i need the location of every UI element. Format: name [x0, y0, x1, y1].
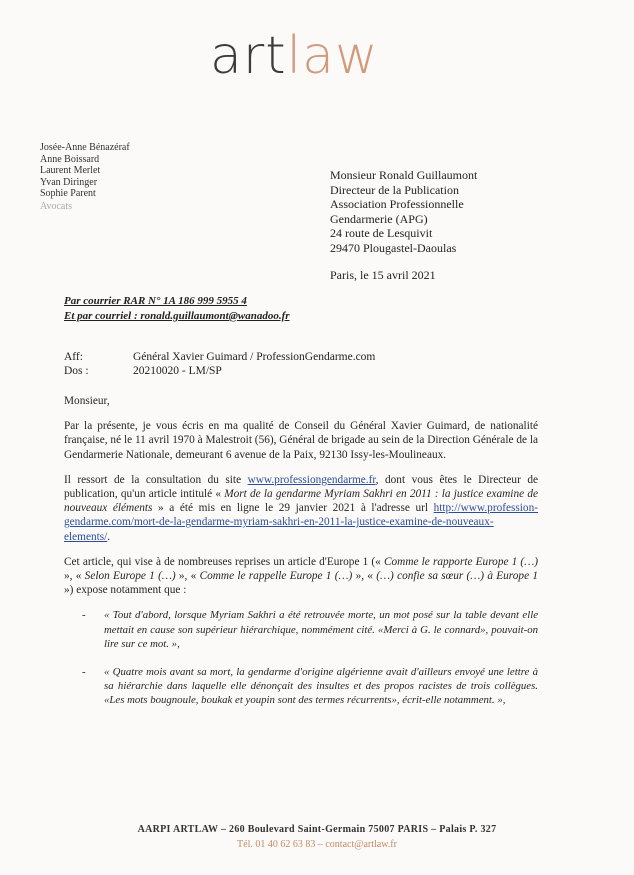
letter-footer	[0, 824, 634, 850]
quote-text: « Tout d'abord, lorsque Myriam Sakhri a été retrouvée morte, un mot posé sur la table devant elle mettait en cause son supérieur hiérarchique, nommément cité. «Merci à G. le connard», pouvait-on lire sur ce mot. »,	[104, 609, 538, 650]
article-url-link[interactable]: http://www.profession-gendarme.com/mort-de-la-gendarme-myriam-sakhri-en-2011-la-justice-examine-de-nouveaux-elements/	[64, 502, 538, 543]
letter-date: Paris, le 15 avril 2021	[330, 268, 436, 282]
text-span: Il ressort de la consultation du site	[64, 473, 248, 486]
text-span: », «	[352, 570, 377, 583]
quote-ref: Comme le rapporte Europe 1 (…)	[383, 555, 538, 568]
paragraph-intro: Par la présente, je vous écris en ma qualité de Conseil du Général Xavier Guimard, de nationalité française, né le 11 avril 1970 à Malestroit (56), Général de brigade au sein de la Direction Générale de la Gendarmerie Nationale, demeurant 6 avenue de la Paix, 92130 Issy-les-Moulineaux.	[64, 420, 538, 461]
lawyer-name: Laurent Merlet	[40, 165, 101, 176]
quote-ref: (…) confie sa sœur (…) à Europe 1	[376, 570, 539, 583]
reference-dos-row	[64, 364, 375, 378]
site-link[interactable]: www.professiongendarme.fr	[247, 473, 376, 486]
article-title: Mort de la gendarme Myriam Sakhri en 2011 : la justice examine de nouveaux éléments	[64, 488, 538, 515]
send-mode	[64, 294, 290, 324]
salutation: Monsieur,	[64, 395, 110, 407]
quote-text: « Quatre mois avant sa mort, la gendarme d'origine algérienne avait d'ailleurs envoyé une lettre à sa hiérarchie dans laquelle elle dénonçait des insultes et des propos racistes de trois collègues. «Les mots bougnoule, boukak et youpin sont des termes récurrents», écrit-elle notamment. »,	[104, 666, 538, 707]
recipient-line: 29470 Plougastel-Daoulas	[330, 240, 457, 255]
aff-label: Aff:	[64, 351, 83, 363]
lawyers-role: Avocats	[40, 200, 73, 212]
recipient-address	[330, 168, 477, 256]
text-span: » a été mis en ligne le 29 janvier 2021 à l'adresse url	[152, 502, 434, 515]
quote-ref: Comme le rappelle Europe 1 (…)	[199, 570, 353, 583]
artlaw-logo	[210, 26, 379, 86]
text-span: Cet article, qui vise à de nombreuses reprises un article d'Europe 1 («	[64, 555, 384, 568]
paragraph-article	[64, 473, 538, 544]
recipient-line: Monsieur Ronald Guillaumont	[330, 168, 478, 182]
reference-block	[64, 350, 375, 378]
footer-address: AARPI ARTLAW – 260 Boulevard Saint-Germain 75007 PARIS – Palais P. 327	[137, 824, 497, 835]
recipient-line: Association Professionnelle	[330, 197, 464, 212]
recipient-line: Gendarmerie (APG)	[330, 211, 428, 226]
bullet-dash: -	[82, 666, 86, 679]
logo-part-art: art	[210, 26, 287, 86]
lawyer-name: Sophie Parent	[40, 188, 96, 199]
send-mode-mail: Par courrier RAR N° 1A 186 999 5955 4	[64, 295, 247, 307]
aff-value: Général Xavier Guimard / ProfessionGendarme.com	[133, 351, 376, 363]
lawyer-name: Josée-Anne Bénazéraf	[40, 142, 130, 153]
bullet-dash: -	[82, 609, 86, 622]
text-span: », «	[64, 570, 85, 583]
lawyer-name: Anne Boissard	[40, 153, 100, 165]
lawyer-name: Yvan Diringer	[40, 176, 98, 188]
recipient-line: 24 route de Lesquivit	[330, 226, 433, 241]
letter-body	[64, 394, 538, 722]
quotes-list	[64, 608, 538, 707]
dos-label: Dos :	[64, 365, 89, 377]
quote-ref: Selon Europe 1 (…)	[84, 570, 176, 583]
paragraph-europe1	[64, 555, 538, 598]
lawyers-list	[40, 142, 130, 212]
text-span: », «	[175, 570, 200, 583]
dos-value: 20210020 - LM/SP	[133, 365, 222, 377]
footer-contact: Tél. 01 40 62 63 83 – contact@artlaw.fr	[237, 839, 397, 850]
text-span: .	[107, 530, 111, 543]
list-item	[64, 608, 538, 651]
list-item	[64, 665, 538, 708]
logo-part-law: law	[286, 26, 379, 86]
text-span: ») expose notamment que :	[64, 584, 187, 597]
recipient-line: Directeur de la Publication	[330, 182, 459, 197]
send-mode-email: Et par courriel : ronald.guillaumont@wanadoo.fr	[64, 310, 290, 322]
reference-aff-row	[64, 350, 375, 364]
text-span: , dont vous êtes le Directeur de publication, qu'un article intitulé «	[64, 473, 538, 501]
